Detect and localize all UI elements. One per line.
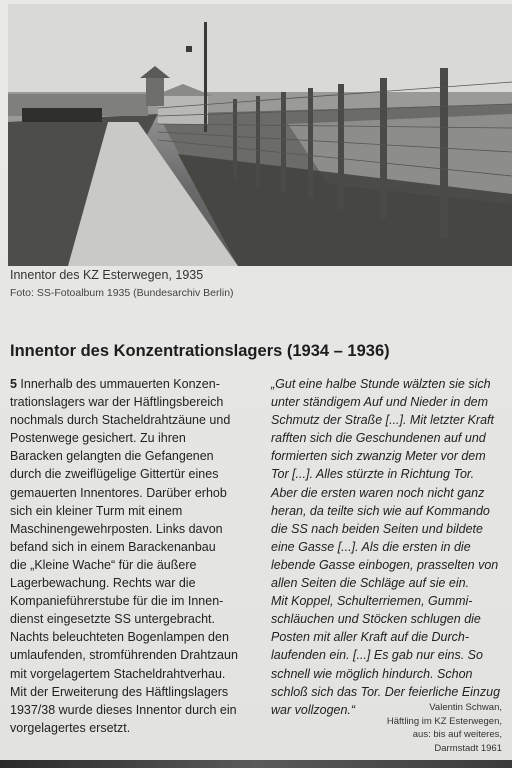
section-title: Innentor des Konzentrationslagers (1934 – 1936): [10, 342, 390, 360]
historical-photo: [8, 4, 512, 266]
witness-quote: „Gut eine halbe Stunde wälzten sie sich unter ständigem Auf und Nieder in dem Schmutz der Straße [...]. Mit letzter Kraft rafften sich die Geschundenen auf und formierten sich zwanzig Meter vor dem Tor [...]. Alles stürzte in Richtung Tor. Aber die ersten waren noch nicht ganz heran, da teilte sich wie auf Kommando die SS nach beiden Seiten und bildete eine Gasse [...]. Als die ersten in die lebende Gasse einbogen, prasselten von allen Seiten die Schläge auf sie ein. Mit Koppel, Schulterriemen, Gummi- schläuchen und Stöcken schlugen die Posten mit aller Kraft auf die Durch- laufenden ein. [...] Es gab nur eins. So schnell wie möglich hindurch. Schon schloß sich das Tor. Der feierliche Einzug war vollzogen.“: [271, 377, 501, 717]
body-paragraph: Innerhalb des ummauerten Konzen- trationslagers war der Häftlingsbereich nochmals durch Stacheldrahtzäune und Postenwege gesichert. Zu ihren Baracken gelangten die Gefangenen durch die zweiflügelige Gittertür eines gemauerten Innentores. Darüber erhob sich ein kleiner Turm mit einem Maschinengewehrposten. Links davon befand sich in einem Barackenanbau die „Kleine Wache“ für die äußere Lagerbewachung. Rechts war die Kompanieführerstube für die im Innen- dienst eingesetzte SS untergebracht. Nachts beleuchteten Bogenlampen den umlaufenden, stromführenden Drahtzaun mit vorgelagertem Stacheldrahtverhau. Mit der Erweiterung des Häftlingslagers 1937/38 wurde dieses Innentor durch ein vorgelagertes ersetzt.: [10, 377, 238, 735]
section-number: 5: [10, 377, 17, 391]
photo-credit: Foto: SS-Fotoalbum 1935 (Bundesarchiv Berlin): [10, 287, 234, 299]
bottom-edge: [0, 760, 512, 768]
quote-source: Valentin Schwan, Häftling im KZ Esterwegen, aus: bis auf weiteres, Darmstadt 1961: [386, 702, 502, 754]
photo-caption: Innentor des KZ Esterwegen, 1935: [10, 268, 204, 282]
body-text: [10, 375, 260, 737]
